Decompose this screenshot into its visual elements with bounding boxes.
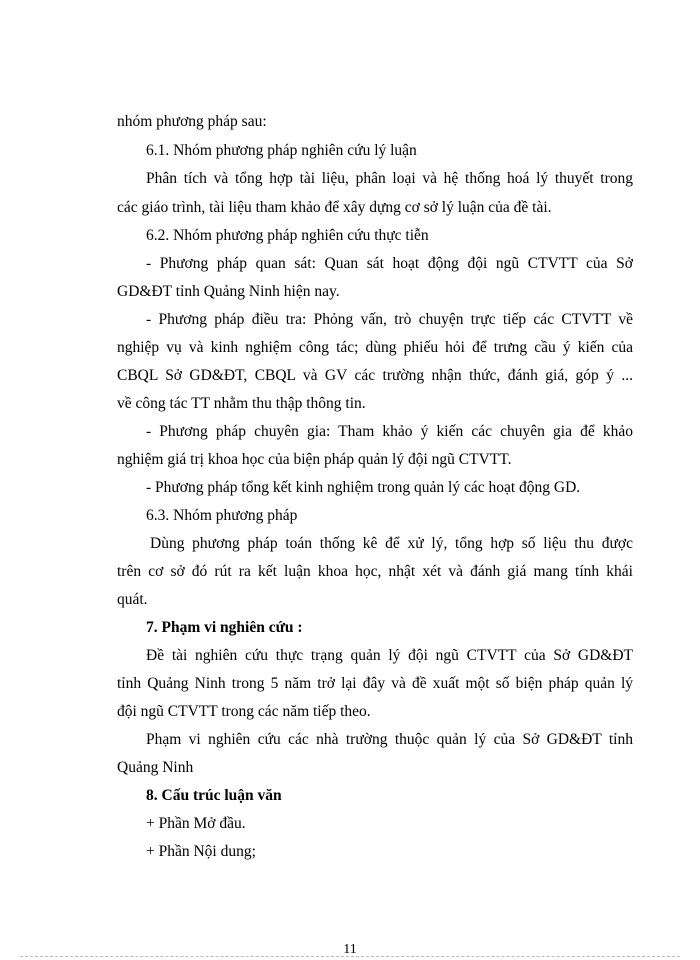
text-line: tỉnh Quảng Ninh trong 5 năm trở lại đây và đề xuất một số biện pháp quản lý bbox=[117, 675, 633, 692]
section-heading-8: 8. Cấu trúc luận văn bbox=[146, 787, 282, 804]
text-line: nghiệm giá trị khoa học của biện pháp quản lý đội ngũ CTVTT. bbox=[117, 451, 512, 468]
page-number: 11 bbox=[343, 942, 357, 957]
text-line: Phạm vi nghiên cứu các nhà trường thuộc quản lý của Sở GD&ĐT tỉnh bbox=[146, 731, 633, 748]
section-heading-7: 7. Phạm vi nghiên cứu : bbox=[146, 619, 303, 636]
text-line: về công tác TT nhằm thu thập thông tin. bbox=[117, 395, 366, 412]
text-line: - Phương pháp chuyên gia: Tham khảo ý kiến các chuyên gia để khảo bbox=[146, 423, 633, 440]
text-line: nghiệp vụ và kinh nghiệm công tác; dùng phiếu hỏi để trưng cầu ý kiến của bbox=[117, 339, 633, 356]
text-line: - Phương pháp điều tra: Phỏng vấn, trò chuyện trực tiếp các CTVTT về bbox=[146, 311, 633, 328]
text-line: Dùng phương pháp toán thống kê để xử lý, tổng hợp số liệu thu được bbox=[150, 535, 633, 552]
text-line: Đề tài nghiên cứu thực trạng quản lý đội ngũ CTVTT của Sở GD&ĐT bbox=[146, 647, 633, 664]
list-item: + Phần Mở đầu. bbox=[146, 815, 246, 832]
text-line: quát. bbox=[117, 591, 148, 608]
text-line: đội ngũ CTVTT trong các năm tiếp theo. bbox=[117, 703, 371, 720]
text-line: - Phương pháp quan sát: Quan sát hoạt động đội ngũ CTVTT của Sở bbox=[146, 255, 633, 272]
text-line: - Phương pháp tổng kết kinh nghiệm trong quản lý các hoạt động GD. bbox=[146, 479, 581, 496]
section-heading-6-3: 6.3. Nhóm phương pháp bbox=[146, 507, 298, 524]
list-item: + Phần Nội dung; bbox=[146, 843, 256, 860]
text-line: trên cơ sở đó rút ra kết luận khoa học, nhật xét và đánh giá mang tính khái bbox=[117, 563, 633, 580]
text-line: nhóm phương pháp sau: bbox=[117, 113, 267, 130]
text-line: Quảng Ninh bbox=[117, 759, 194, 776]
text-line: GD&ĐT tỉnh Quảng Ninh hiện nay. bbox=[117, 283, 340, 300]
section-heading-6-2: 6.2. Nhóm phương pháp nghiên cứu thực tiễn bbox=[146, 227, 429, 244]
text-line: các giáo trình, tài liệu tham khảo để xây dựng cơ sở lý luận của đề tài. bbox=[117, 199, 552, 216]
footer-divider bbox=[20, 956, 680, 957]
section-heading-6-1: 6.1. Nhóm phương pháp nghiên cứu lý luận bbox=[146, 142, 417, 159]
text-line: CBQL Sở GD&ĐT, CBQL và GV các trường nhận thức, đánh giá, góp ý ... bbox=[117, 367, 633, 384]
text-line: Phân tích và tổng hợp tài liệu, phân loại và hệ thống hoá lý thuyết trong bbox=[146, 170, 633, 187]
